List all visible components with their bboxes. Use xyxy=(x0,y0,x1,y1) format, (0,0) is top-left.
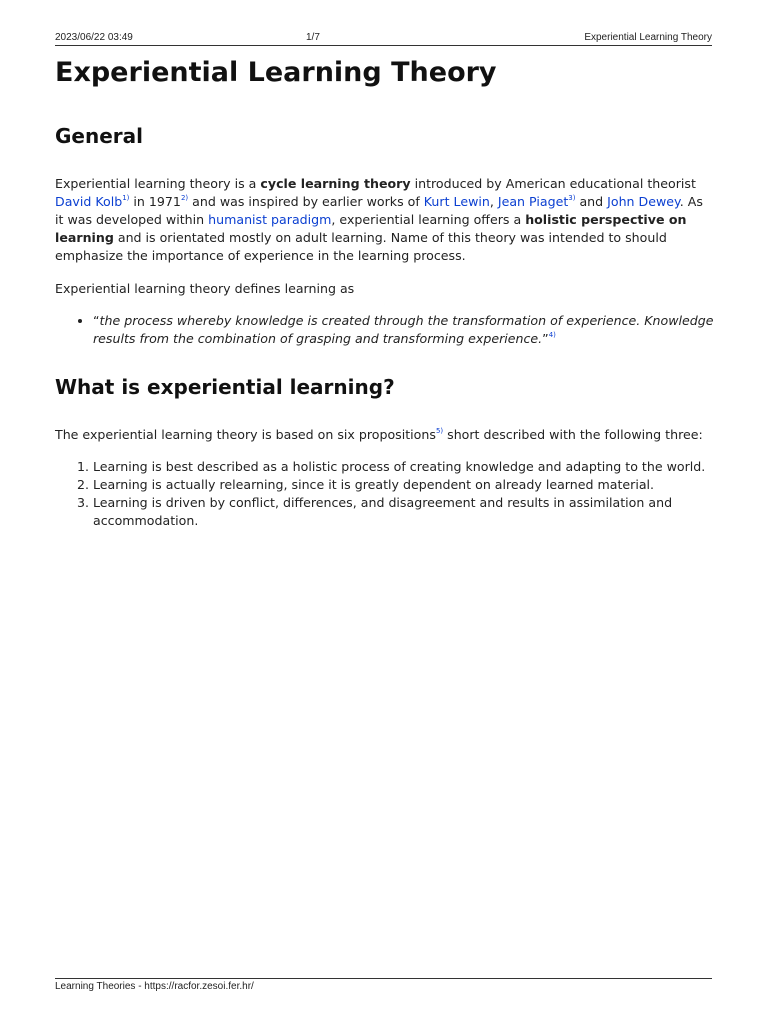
intro-paragraph xyxy=(55,175,715,265)
definition-intro-paragraph: Experiential learning theory defines learning as xyxy=(55,281,355,296)
link-david-kolb[interactable]: David Kolb xyxy=(55,194,123,209)
definition-list xyxy=(55,312,715,348)
definition-quote: the process whereby knowledge is created through the transformation of experience. Knowledge results from the combination of grasping and transforming experience. xyxy=(93,313,714,346)
list-item: 2. Learning is actually relearning, since it is greatly dependent on already learned material. xyxy=(93,476,715,494)
footnote-ref-4[interactable]: 4) xyxy=(548,331,556,339)
footer-text: Learning Theories - https://racfor.zesoi.fer.hr/ xyxy=(55,981,254,992)
footnote-ref-5[interactable]: 5) xyxy=(435,427,444,435)
link-humanist-paradigm[interactable]: humanist paradigm xyxy=(208,212,332,227)
propositions-paragraph xyxy=(55,426,715,444)
main-content xyxy=(55,55,715,530)
text-run: in 1971 xyxy=(129,194,181,209)
footnote-ref-2[interactable]: 2) xyxy=(180,194,189,202)
page-footer xyxy=(55,978,712,992)
text-run: introduced by American educational theorist xyxy=(410,176,696,191)
bold-cycle-learning-theory: cycle learning theory xyxy=(260,176,411,191)
section-heading-general: General xyxy=(55,124,143,148)
header-page-number: 1/7 xyxy=(306,32,320,43)
close-quote: ” xyxy=(542,331,549,346)
open-quote: “ xyxy=(93,313,100,328)
text-run: Experiential learning theory is a xyxy=(55,176,261,191)
page-title: Experiential Learning Theory xyxy=(55,57,497,88)
bold-holistic-perspective: holistic perspective on learning xyxy=(55,212,687,245)
propositions-list xyxy=(55,458,715,530)
link-jean-piaget[interactable]: Jean Piaget xyxy=(497,194,569,209)
list-item xyxy=(93,312,715,348)
link-john-dewey[interactable]: John Dewey xyxy=(607,194,680,209)
header-doc-title: Experiential Learning Theory xyxy=(584,32,712,43)
text-run: , xyxy=(489,194,498,209)
page-header xyxy=(55,31,712,46)
list-item: 1. Learning is best described as a holistic process of creating knowledge and adapting to the world. xyxy=(93,458,715,476)
text-run: and is orientated mostly on adult learning. Name of this theory was intended to should emphasize the importance of experience in the learning process. xyxy=(55,230,667,263)
text-run: and was inspired by earlier works of xyxy=(188,194,424,209)
text-run: and xyxy=(575,194,608,209)
link-kurt-lewin[interactable]: Kurt Lewin xyxy=(423,194,490,209)
text-run: . As it was developed within xyxy=(55,194,703,227)
section-heading-what-is: What is experiential learning? xyxy=(55,375,395,399)
footnote-ref-1[interactable]: 1) xyxy=(122,194,130,202)
text-run: short described with the following three: xyxy=(443,427,703,442)
text-run: The experiential learning theory is based on six propositions xyxy=(55,427,436,442)
text-run: , experiential learning offers a xyxy=(331,212,526,227)
footnote-ref-3[interactable]: 3) xyxy=(568,194,576,202)
header-datetime: 2023/06/22 03:49 xyxy=(55,32,133,43)
list-item: 3. Learning is driven by conflict, differences, and disagreement and results in assimilation and accommodation. xyxy=(93,494,715,530)
